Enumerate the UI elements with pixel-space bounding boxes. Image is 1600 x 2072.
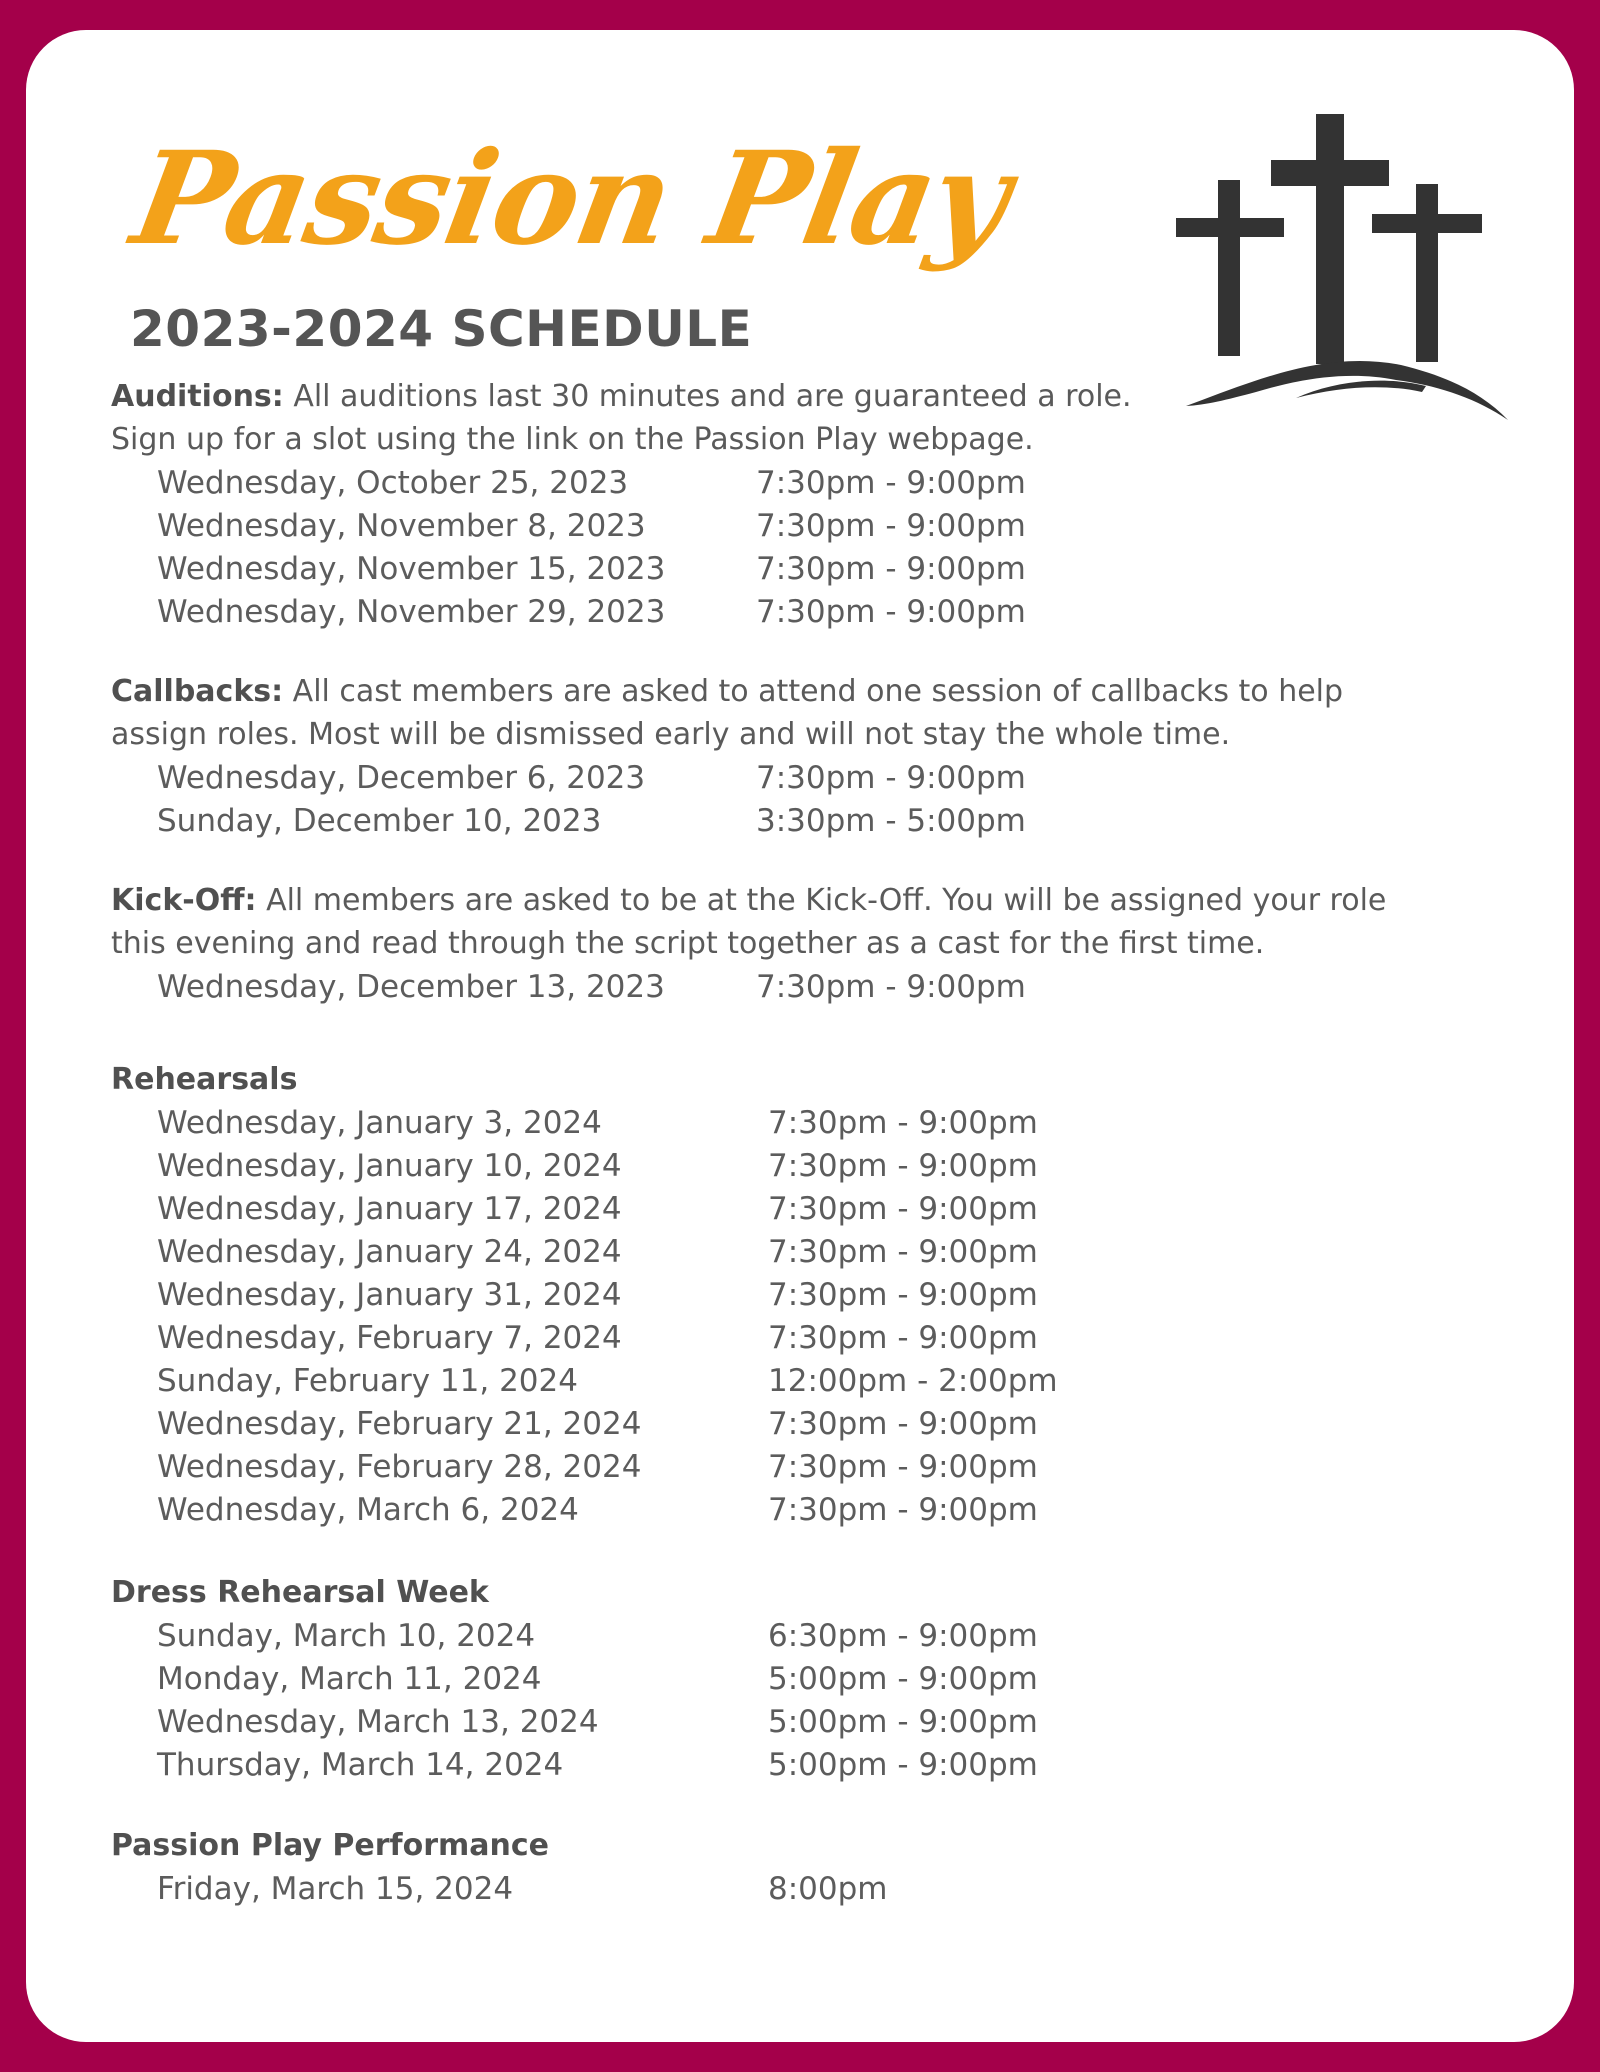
list-item bbox=[111, 1446, 1511, 1489]
schedule-card bbox=[26, 30, 1574, 2042]
row-date: Wednesday, December 6, 2023 bbox=[157, 760, 646, 796]
list-item bbox=[111, 1274, 1511, 1317]
list-item bbox=[111, 1360, 1511, 1403]
list-item bbox=[111, 1658, 1511, 1701]
page-title: Passion Play bbox=[122, 124, 1019, 274]
row-date: Wednesday, January 17, 2024 bbox=[157, 1191, 622, 1227]
performance-section bbox=[111, 1824, 1511, 1911]
row-time: 3:30pm - 5:00pm bbox=[756, 803, 1026, 839]
row-time: 7:30pm - 9:00pm bbox=[768, 1191, 1038, 1227]
callbacks-list bbox=[111, 757, 1511, 843]
callbacks-text-1: All cast members are asked to attend one session of callbacks to help bbox=[283, 674, 1344, 709]
auditions-label: Auditions: bbox=[111, 379, 284, 414]
list-item bbox=[111, 591, 1511, 634]
performance-heading: Passion Play Performance bbox=[111, 1828, 550, 1863]
kickoff-label: Kick-Off: bbox=[111, 883, 257, 918]
list-item bbox=[111, 548, 1511, 591]
page-subtitle: 2023-2024 SCHEDULE bbox=[130, 300, 753, 358]
performance-list bbox=[111, 1868, 1511, 1911]
row-time: 7:30pm - 9:00pm bbox=[768, 1105, 1038, 1141]
list-item bbox=[111, 1317, 1511, 1360]
callbacks-intro bbox=[111, 670, 1511, 756]
kickoff-intro bbox=[111, 879, 1511, 965]
row-date: Wednesday, March 13, 2024 bbox=[157, 1704, 599, 1740]
auditions-intro bbox=[111, 375, 1511, 461]
list-item bbox=[111, 1231, 1511, 1274]
list-item bbox=[111, 1868, 1511, 1911]
row-time: 7:30pm - 9:00pm bbox=[756, 551, 1026, 587]
row-time: 5:00pm - 9:00pm bbox=[768, 1704, 1038, 1740]
row-date: Sunday, December 10, 2023 bbox=[157, 803, 602, 839]
auditions-text-2: Sign up for a slot using the link on the Passion Play webpage. bbox=[111, 422, 1034, 457]
row-time: 7:30pm - 9:00pm bbox=[756, 508, 1026, 544]
row-date: Sunday, March 10, 2024 bbox=[157, 1618, 536, 1654]
list-item bbox=[111, 1701, 1511, 1744]
row-date: Monday, March 11, 2024 bbox=[157, 1661, 542, 1697]
list-item bbox=[111, 757, 1511, 800]
row-date: Sunday, February 11, 2024 bbox=[157, 1363, 578, 1399]
list-item bbox=[111, 505, 1511, 548]
row-time: 7:30pm - 9:00pm bbox=[756, 760, 1026, 796]
row-time: 7:30pm - 9:00pm bbox=[768, 1406, 1038, 1442]
row-time: 7:30pm - 9:00pm bbox=[756, 594, 1026, 630]
row-time: 7:30pm - 9:00pm bbox=[768, 1320, 1038, 1356]
row-date: Wednesday, February 28, 2024 bbox=[157, 1449, 642, 1485]
row-date: Wednesday, February 21, 2024 bbox=[157, 1406, 642, 1442]
callbacks-text-2: assign roles. Most will be dismissed early and will not stay the whole time. bbox=[111, 717, 1231, 752]
list-item bbox=[111, 1489, 1511, 1532]
row-time: 7:30pm - 9:00pm bbox=[768, 1148, 1038, 1184]
row-time: 7:30pm - 9:00pm bbox=[756, 969, 1026, 1005]
row-date: Thursday, March 14, 2024 bbox=[157, 1747, 564, 1783]
list-item bbox=[111, 800, 1511, 843]
callbacks-label: Callbacks: bbox=[111, 674, 284, 709]
kickoff-list bbox=[111, 966, 1511, 1009]
list-item bbox=[111, 1403, 1511, 1446]
list-item bbox=[111, 966, 1511, 1009]
auditions-text-1: All auditions last 30 minutes and are guaranteed a role. bbox=[283, 379, 1132, 414]
dress-rehearsal-list bbox=[111, 1615, 1511, 1787]
row-date: Wednesday, January 24, 2024 bbox=[157, 1234, 622, 1270]
list-item bbox=[111, 1102, 1511, 1145]
row-time: 7:30pm - 9:00pm bbox=[768, 1492, 1038, 1528]
row-date: Wednesday, January 3, 2024 bbox=[157, 1105, 602, 1141]
row-time: 12:00pm - 2:00pm bbox=[768, 1363, 1058, 1399]
rehearsals-heading: Rehearsals bbox=[111, 1062, 298, 1097]
row-time: 7:30pm - 9:00pm bbox=[768, 1277, 1038, 1313]
row-date: Wednesday, October 25, 2023 bbox=[157, 465, 629, 501]
row-time: 5:00pm - 9:00pm bbox=[768, 1661, 1038, 1697]
kickoff-text-1: All members are asked to be at the Kick-Off. You will be assigned your role bbox=[256, 883, 1387, 918]
row-date: Wednesday, March 6, 2024 bbox=[157, 1492, 579, 1528]
auditions-section bbox=[111, 375, 1511, 634]
dress-rehearsal-section bbox=[111, 1571, 1511, 1787]
row-time: 8:00pm bbox=[768, 1871, 888, 1907]
row-date: Wednesday, January 31, 2024 bbox=[157, 1277, 622, 1313]
row-time: 7:30pm - 9:00pm bbox=[756, 465, 1026, 501]
list-item bbox=[111, 462, 1511, 505]
row-date: Wednesday, November 29, 2023 bbox=[157, 594, 666, 630]
rehearsals-section bbox=[111, 1058, 1511, 1532]
row-date: Wednesday, November 15, 2023 bbox=[157, 551, 666, 587]
callbacks-section bbox=[111, 670, 1511, 843]
row-date: Wednesday, February 7, 2024 bbox=[157, 1320, 622, 1356]
row-time: 6:30pm - 9:00pm bbox=[768, 1618, 1038, 1654]
row-date: Wednesday, January 10, 2024 bbox=[157, 1148, 622, 1184]
dress-rehearsal-heading: Dress Rehearsal Week bbox=[111, 1575, 489, 1610]
list-item bbox=[111, 1744, 1511, 1787]
kickoff-section bbox=[111, 879, 1511, 1009]
row-date: Wednesday, November 8, 2023 bbox=[157, 508, 646, 544]
list-item bbox=[111, 1615, 1511, 1658]
auditions-list bbox=[111, 462, 1511, 634]
rehearsals-list bbox=[111, 1102, 1511, 1532]
list-item bbox=[111, 1145, 1511, 1188]
list-item bbox=[111, 1188, 1511, 1231]
row-time: 7:30pm - 9:00pm bbox=[768, 1449, 1038, 1485]
row-time: 7:30pm - 9:00pm bbox=[768, 1234, 1038, 1270]
row-time: 5:00pm - 9:00pm bbox=[768, 1747, 1038, 1783]
row-date: Friday, March 15, 2024 bbox=[157, 1871, 514, 1907]
kickoff-text-2: this evening and read through the script together as a cast for the first time. bbox=[111, 926, 1265, 961]
row-date: Wednesday, December 13, 2023 bbox=[157, 969, 665, 1005]
